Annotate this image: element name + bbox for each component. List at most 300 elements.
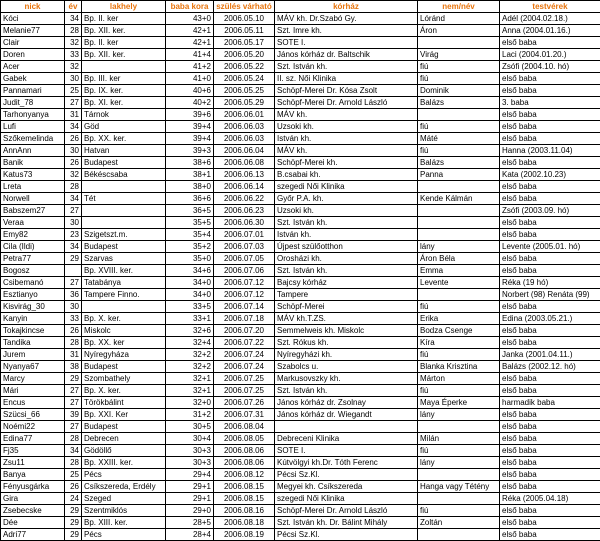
cell-sex-name: Erika — [418, 313, 500, 325]
cell-nick: Tarhonyanya — [1, 109, 65, 121]
table-row — [1, 217, 600, 229]
cell-baby-age: 40+2 — [166, 97, 214, 109]
table-row — [1, 277, 600, 289]
cell-siblings: első baba — [500, 37, 600, 49]
cell-hospital: Bajcsy kórház — [275, 277, 418, 289]
cell-age: 34 — [65, 13, 82, 25]
cell-nick: Petra77 — [1, 253, 65, 265]
cell-age: 34 — [65, 193, 82, 205]
cell-age: 27 — [65, 277, 82, 289]
cell-due-date: 2006.08.06 — [214, 457, 275, 469]
header-row — [1, 1, 600, 13]
cell-age: 32 — [65, 37, 82, 49]
cell-hospital: SOTE I. — [275, 37, 418, 49]
cell-due-date: 2006.08.12 — [214, 469, 275, 481]
cell-hospital: Győr P.A. kh. — [275, 193, 418, 205]
cell-due-date: 2006.08.19 — [214, 529, 275, 541]
cell-hospital: István kh. — [275, 229, 418, 241]
cell-due-date: 2006.05.22 — [214, 61, 275, 73]
cell-sex-name: Emma — [418, 265, 500, 277]
table-row — [1, 193, 600, 205]
cell-sex-name: fiú — [418, 121, 500, 133]
cell-hospital: Szt. István kh. — [275, 265, 418, 277]
cell-hospital: János kórház dr. Zsolnay — [275, 397, 418, 409]
cell-age: 27 — [65, 421, 82, 433]
cell-age: 30 — [65, 73, 82, 85]
cell-age: 29 — [65, 529, 82, 541]
cell-age: 31 — [65, 109, 82, 121]
table-row — [1, 433, 600, 445]
table-row — [1, 505, 600, 517]
table-row — [1, 445, 600, 457]
cell-due-date: 2006.07.26 — [214, 397, 275, 409]
cell-baby-age: 36+6 — [166, 193, 214, 205]
cell-age: 34 — [65, 241, 82, 253]
cell-nick: Katus73 — [1, 169, 65, 181]
cell-residence: Szigetszt.m. — [82, 229, 166, 241]
header-nick: nick — [1, 1, 65, 13]
cell-baby-age: 39+4 — [166, 133, 214, 145]
cell-baby-age: 36+5 — [166, 205, 214, 217]
cell-age: 24 — [65, 493, 82, 505]
cell-hospital: János kórház dr. Baltschik — [275, 49, 418, 61]
cell-residence: Szentmiklós — [82, 505, 166, 517]
cell-due-date: 2006.07.24 — [214, 361, 275, 373]
cell-sex-name: fiú — [418, 73, 500, 85]
table-row — [1, 493, 600, 505]
cell-due-date: 2006.08.04 — [214, 421, 275, 433]
cell-hospital: Schöpf-Merei kh. — [275, 157, 418, 169]
cell-hospital: SOTE I. — [275, 445, 418, 457]
cell-baby-age: 35+5 — [166, 217, 214, 229]
cell-age: 28 — [65, 25, 82, 37]
cell-baby-age: 33+5 — [166, 301, 214, 313]
cell-nick: Doren — [1, 49, 65, 61]
cell-baby-age: 43+0 — [166, 13, 214, 25]
table-row — [1, 469, 600, 481]
cell-age: 25 — [65, 85, 82, 97]
cell-siblings: Kata (2002.10.23) — [500, 169, 600, 181]
cell-age: 28 — [65, 457, 82, 469]
cell-nick: Gabek — [1, 73, 65, 85]
cell-due-date: 2006.07.24 — [214, 349, 275, 361]
cell-baby-age: 33+1 — [166, 313, 214, 325]
cell-due-date: 2006.06.23 — [214, 205, 275, 217]
cell-siblings: első baba — [500, 385, 600, 397]
cell-hospital: Megyei kh. Csíkszereda — [275, 481, 418, 493]
cell-residence: Debrecen — [82, 433, 166, 445]
cell-baby-age: 32+2 — [166, 361, 214, 373]
cell-hospital — [275, 421, 418, 433]
cell-nick: Szőkemelinda — [1, 133, 65, 145]
cell-age: 34 — [65, 121, 82, 133]
cell-baby-age: 35+2 — [166, 241, 214, 253]
cell-sex-name: Maya Éperke — [418, 397, 500, 409]
table-row — [1, 157, 600, 169]
cell-age: 28 — [65, 181, 82, 193]
cell-baby-age: 32+1 — [166, 373, 214, 385]
cell-due-date: 2006.05.20 — [214, 49, 275, 61]
cell-siblings: első baba — [500, 421, 600, 433]
table-row — [1, 121, 600, 133]
cell-due-date: 2006.08.16 — [214, 505, 275, 517]
cell-age: 27 — [65, 97, 82, 109]
cell-residence — [82, 205, 166, 217]
cell-due-date: 2006.07.20 — [214, 325, 275, 337]
cell-hospital: István kh. — [275, 133, 418, 145]
cell-age: 30 — [65, 301, 82, 313]
cell-sex-name: fiú — [418, 301, 500, 313]
cell-residence: Bp. XIII. ker. — [82, 517, 166, 529]
cell-siblings: Zsófi (2003.09. hó) — [500, 205, 600, 217]
cell-siblings: első baba — [500, 445, 600, 457]
cell-nick: Judit_78 — [1, 97, 65, 109]
cell-baby-age: 30+5 — [166, 421, 214, 433]
cell-age: 28 — [65, 337, 82, 349]
cell-hospital: Szt. Rókus kh. — [275, 337, 418, 349]
cell-sex-name: fiú — [418, 385, 500, 397]
cell-residence: Pécs — [82, 469, 166, 481]
cell-siblings: első baba — [500, 409, 600, 421]
cell-hospital: B.csabai kh. — [275, 169, 418, 181]
cell-siblings: harmadik baba — [500, 397, 600, 409]
cell-residence: Bp. XVIII. ker. — [82, 265, 166, 277]
cell-residence: Bp. XII. ker. — [82, 25, 166, 37]
cell-residence: Budapest — [82, 157, 166, 169]
cell-siblings: első baba — [500, 529, 600, 541]
cell-age: 27 — [65, 397, 82, 409]
cell-due-date: 2006.05.29 — [214, 97, 275, 109]
cell-hospital: Szt. Imre kh. — [275, 25, 418, 37]
cell-hospital: Szt. István kh. — [275, 217, 418, 229]
cell-siblings: első baba — [500, 193, 600, 205]
cell-residence: Bp. XX. ker — [82, 337, 166, 349]
cell-hospital: Kútvölgyi kh.Dr. Tóth Ferenc — [275, 457, 418, 469]
cell-due-date: 2006.07.01 — [214, 229, 275, 241]
cell-baby-age: 35+0 — [166, 253, 214, 265]
cell-residence: Tatabánya — [82, 277, 166, 289]
cell-age: 26 — [65, 157, 82, 169]
cell-residence: Nyíregyháza — [82, 349, 166, 361]
table-row — [1, 25, 600, 37]
cell-baby-age: 39+6 — [166, 109, 214, 121]
cell-hospital: Schöpf-Merei Dr. Arnold László — [275, 505, 418, 517]
cell-siblings: első baba — [500, 469, 600, 481]
cell-age: 38 — [65, 361, 82, 373]
table-row — [1, 229, 600, 241]
cell-siblings: Hanna (2003.11.04) — [500, 145, 600, 157]
cell-residence: Budapest — [82, 241, 166, 253]
table-row — [1, 517, 600, 529]
cell-hospital: MÁV kh. Dr.Szabó Gy. — [275, 13, 418, 25]
cell-nick: Kanyin — [1, 313, 65, 325]
cell-nick: Edina77 — [1, 433, 65, 445]
cell-residence: Gödöllő — [82, 445, 166, 457]
cell-residence: Tárnok — [82, 109, 166, 121]
cell-nick: Dée — [1, 517, 65, 529]
cell-sex-name: Bodza Csenge — [418, 325, 500, 337]
cell-baby-age: 34+0 — [166, 277, 214, 289]
cell-sex-name: Lóránd — [418, 13, 500, 25]
cell-sex-name: lány — [418, 241, 500, 253]
cell-nick: Fényusgárka — [1, 481, 65, 493]
table-row — [1, 289, 600, 301]
cell-sex-name: Áron Béla — [418, 253, 500, 265]
cell-due-date: 2006.05.24 — [214, 73, 275, 85]
cell-siblings: első baba — [500, 481, 600, 493]
cell-siblings: 3. baba — [500, 97, 600, 109]
table-row — [1, 265, 600, 277]
cell-siblings: első baba — [500, 325, 600, 337]
cell-residence — [82, 181, 166, 193]
header-sex-name: nem/név — [418, 1, 500, 13]
header-due-date: szülés várható — [214, 1, 275, 13]
cell-baby-age: 28+4 — [166, 529, 214, 541]
cell-hospital: Schöpf-Merei Dr. Arnold László — [275, 97, 418, 109]
cell-siblings: első baba — [500, 181, 600, 193]
cell-baby-age: 39+4 — [166, 121, 214, 133]
cell-residence — [82, 217, 166, 229]
cell-sex-name: Áron — [418, 25, 500, 37]
cell-sex-name — [418, 529, 500, 541]
cell-residence: Tét — [82, 193, 166, 205]
cell-hospital: Szt. István kh. — [275, 385, 418, 397]
cell-baby-age: 30+3 — [166, 457, 214, 469]
cell-age: 33 — [65, 49, 82, 61]
cell-nick: Cila (Ildi) — [1, 241, 65, 253]
cell-sex-name — [418, 229, 500, 241]
cell-hospital: szegedi Női Klinika — [275, 493, 418, 505]
header-age: év — [65, 1, 82, 13]
cell-siblings: Janka (2001.04.11.) — [500, 349, 600, 361]
cell-hospital: Pécsi Sz.Kl. — [275, 529, 418, 541]
cell-baby-age: 30+3 — [166, 445, 214, 457]
cell-age: 29 — [65, 253, 82, 265]
cell-siblings: Anna (2004.01.16.) — [500, 25, 600, 37]
cell-siblings: első baba — [500, 229, 600, 241]
table-row — [1, 49, 600, 61]
table-row — [1, 397, 600, 409]
table-row — [1, 73, 600, 85]
cell-residence: Budapest — [82, 361, 166, 373]
cell-sex-name — [418, 181, 500, 193]
table-row — [1, 409, 600, 421]
cell-baby-age: 42+1 — [166, 37, 214, 49]
cell-nick: Banya — [1, 469, 65, 481]
cell-hospital: Debreceni Klinika — [275, 433, 418, 445]
cell-baby-age: 32+0 — [166, 397, 214, 409]
table-header — [1, 1, 600, 13]
cell-residence: Bp. X. ker. — [82, 313, 166, 325]
cell-baby-age: 28+5 — [166, 517, 214, 529]
cell-age: 29 — [65, 517, 82, 529]
cell-sex-name: lány — [418, 409, 500, 421]
header-residence: lakhely — [82, 1, 166, 13]
cell-hospital: János kórház dr. Wiegandt — [275, 409, 418, 421]
cell-due-date: 2006.07.06 — [214, 265, 275, 277]
cell-sex-name — [418, 289, 500, 301]
cell-sex-name — [418, 37, 500, 49]
cell-due-date: 2006.07.22 — [214, 337, 275, 349]
cell-sex-name: Dominik — [418, 85, 500, 97]
cell-siblings: első baba — [500, 457, 600, 469]
cell-residence: Bp. XX. ker. — [82, 133, 166, 145]
table-row — [1, 457, 600, 469]
cell-nick: Szücsi_66 — [1, 409, 65, 421]
cell-due-date: 2006.06.03 — [214, 121, 275, 133]
cell-nick: Bogosz — [1, 265, 65, 277]
cell-hospital: szegedi Női Klinika — [275, 181, 418, 193]
cell-age: 30 — [65, 217, 82, 229]
cell-siblings: első baba — [500, 301, 600, 313]
cell-siblings: Norbert (98) Renáta (99) — [500, 289, 600, 301]
cell-due-date: 2006.06.14 — [214, 181, 275, 193]
cell-sex-name — [418, 469, 500, 481]
table-row — [1, 169, 600, 181]
table-row — [1, 13, 600, 25]
cell-hospital: Szt. István kh. Dr. Bálint Mihály — [275, 517, 418, 529]
cell-sex-name: lány — [418, 457, 500, 469]
cell-age: 32 — [65, 61, 82, 73]
table-row — [1, 529, 600, 541]
cell-hospital: Uzsoki kh. — [275, 121, 418, 133]
cell-due-date: 2006.06.30 — [214, 217, 275, 229]
cell-siblings: első baba — [500, 73, 600, 85]
cell-sex-name: Blanka Krisztina — [418, 361, 500, 373]
cell-nick: Kóci — [1, 13, 65, 25]
cell-hospital: Szabolcs u. — [275, 361, 418, 373]
cell-hospital: Schöpf-Merei — [275, 301, 418, 313]
cell-due-date: 2006.07.12 — [214, 277, 275, 289]
cell-residence: Törökbálint — [82, 397, 166, 409]
cell-baby-age: 30+4 — [166, 433, 214, 445]
cell-siblings: Réka (2005.04.18) — [500, 493, 600, 505]
cell-siblings: első baba — [500, 85, 600, 97]
table-body — [1, 13, 600, 541]
cell-nick: Melanie77 — [1, 25, 65, 37]
cell-sex-name — [418, 109, 500, 121]
cell-age: 39 — [65, 409, 82, 421]
cell-residence: Bp. II. ker — [82, 37, 166, 49]
cell-hospital: Orosházi kh. — [275, 253, 418, 265]
cell-baby-age: 29+4 — [166, 469, 214, 481]
cell-due-date: 2006.08.06 — [214, 445, 275, 457]
cell-due-date: 2006.06.03 — [214, 133, 275, 145]
table-row — [1, 133, 600, 145]
cell-residence — [82, 301, 166, 313]
cell-hospital: Schöpf-Merei Dr. Kósa Zsolt — [275, 85, 418, 97]
cell-baby-age: 41+0 — [166, 73, 214, 85]
cell-residence: Bp. XI. ker. — [82, 97, 166, 109]
cell-sex-name — [418, 493, 500, 505]
cell-nick: Tokajkincse — [1, 325, 65, 337]
header-siblings: testvérek — [500, 1, 600, 13]
cell-due-date: 2006.07.25 — [214, 373, 275, 385]
cell-residence: Szeged — [82, 493, 166, 505]
cell-due-date: 2006.08.15 — [214, 493, 275, 505]
cell-sex-name — [418, 217, 500, 229]
cell-sex-name: Kíra — [418, 337, 500, 349]
cell-age: 32 — [65, 169, 82, 181]
header-hospital: kórház — [275, 1, 418, 13]
cell-nick: Clair — [1, 37, 65, 49]
cell-age: 28 — [65, 433, 82, 445]
cell-residence: Bp. XXI. Ker — [82, 409, 166, 421]
table-row — [1, 181, 600, 193]
cell-siblings: első baba — [500, 157, 600, 169]
cell-hospital: Pécsi Sz.Kl. — [275, 469, 418, 481]
cell-residence: Bp. XII. ker. — [82, 49, 166, 61]
cell-siblings: első baba — [500, 505, 600, 517]
cell-due-date: 2006.07.31 — [214, 409, 275, 421]
cell-sex-name: Zoltán — [418, 517, 500, 529]
cell-hospital: MÁV kh. — [275, 145, 418, 157]
cell-nick: Tandika — [1, 337, 65, 349]
cell-due-date: 2006.07.18 — [214, 313, 275, 325]
cell-age: 27 — [65, 205, 82, 217]
table-row — [1, 361, 600, 373]
cell-due-date: 2006.05.10 — [214, 13, 275, 25]
cell-nick: Acer — [1, 61, 65, 73]
cell-baby-age: 32+1 — [166, 385, 214, 397]
cell-baby-age: 42+1 — [166, 25, 214, 37]
cell-baby-age: 32+2 — [166, 349, 214, 361]
cell-residence: Bp. X. ker. — [82, 385, 166, 397]
cell-siblings: első baba — [500, 253, 600, 265]
cell-residence: Békéscsaba — [82, 169, 166, 181]
cell-baby-age: 41+4 — [166, 49, 214, 61]
cell-siblings: első baba — [500, 217, 600, 229]
table-row — [1, 325, 600, 337]
cell-sex-name: fiú — [418, 61, 500, 73]
cell-due-date: 2006.06.22 — [214, 193, 275, 205]
cell-nick: AnnAnn — [1, 145, 65, 157]
cell-hospital: MÁV kh. — [275, 109, 418, 121]
cell-baby-age: 32+4 — [166, 337, 214, 349]
cell-sex-name: Levente — [418, 277, 500, 289]
cell-residence: Szarvas — [82, 253, 166, 265]
cell-residence: Miskolc — [82, 325, 166, 337]
cell-age: 29 — [65, 373, 82, 385]
table-row — [1, 421, 600, 433]
cell-hospital: Nyíregyházi kh. — [275, 349, 418, 361]
cell-baby-age: 31+2 — [166, 409, 214, 421]
cell-siblings: első baba — [500, 109, 600, 121]
cell-sex-name: fiú — [418, 445, 500, 457]
cell-nick: Mári — [1, 385, 65, 397]
cell-due-date: 2006.07.25 — [214, 385, 275, 397]
cell-age: 25 — [65, 469, 82, 481]
cell-age: 23 — [65, 229, 82, 241]
cell-nick: Babszem27 — [1, 205, 65, 217]
cell-siblings: első baba — [500, 133, 600, 145]
table-row — [1, 145, 600, 157]
cell-due-date: 2006.05.17 — [214, 37, 275, 49]
cell-hospital: Semmelweis kh. Miskolc — [275, 325, 418, 337]
cell-baby-age: 32+6 — [166, 325, 214, 337]
cell-nick: Zsu11 — [1, 457, 65, 469]
cell-due-date: 2006.08.05 — [214, 433, 275, 445]
table-row — [1, 205, 600, 217]
cell-nick: Banik — [1, 157, 65, 169]
cell-sex-name: Kende Kálmán — [418, 193, 500, 205]
cell-baby-age: 38+0 — [166, 181, 214, 193]
cell-baby-age: 40+6 — [166, 85, 214, 97]
cell-residence: Göd — [82, 121, 166, 133]
cell-nick: Marcy — [1, 373, 65, 385]
cell-due-date: 2006.05.11 — [214, 25, 275, 37]
cell-siblings: Adél (2004.02.18.) — [500, 13, 600, 25]
